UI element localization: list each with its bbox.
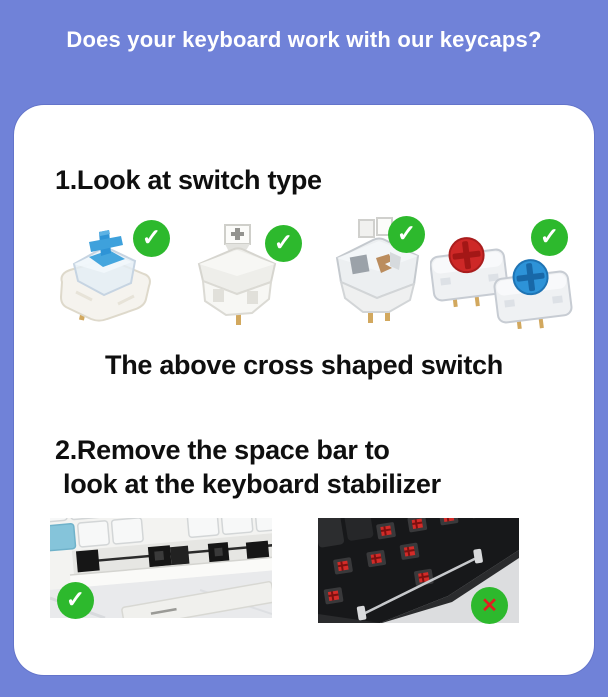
incompatible-badge <box>471 587 508 624</box>
check-icon: ✓ <box>273 229 294 255</box>
section1-heading: 1.Look at switch type <box>55 165 322 195</box>
content-card <box>14 105 594 675</box>
compatible-badge <box>57 582 94 619</box>
section2-heading <box>55 433 441 501</box>
page-title: Does your keyboard work with our keycaps? <box>66 27 542 52</box>
check-icon: ✓ <box>539 223 560 249</box>
compatible-badge <box>388 216 425 253</box>
check-icon: ✓ <box>65 586 86 612</box>
check-icon: ✓ <box>141 224 162 250</box>
section2-heading-line1: 2.Remove the space bar to <box>55 435 390 465</box>
x-icon: ✕ <box>481 594 498 617</box>
compatible-badge <box>531 219 568 256</box>
section2-heading-line2: look at the keyboard stabilizer <box>63 469 441 499</box>
compatible-badge <box>265 225 302 262</box>
check-icon: ✓ <box>396 220 417 246</box>
compatible-badge <box>133 220 170 257</box>
section1-caption: The above cross shaped switch <box>105 350 503 380</box>
